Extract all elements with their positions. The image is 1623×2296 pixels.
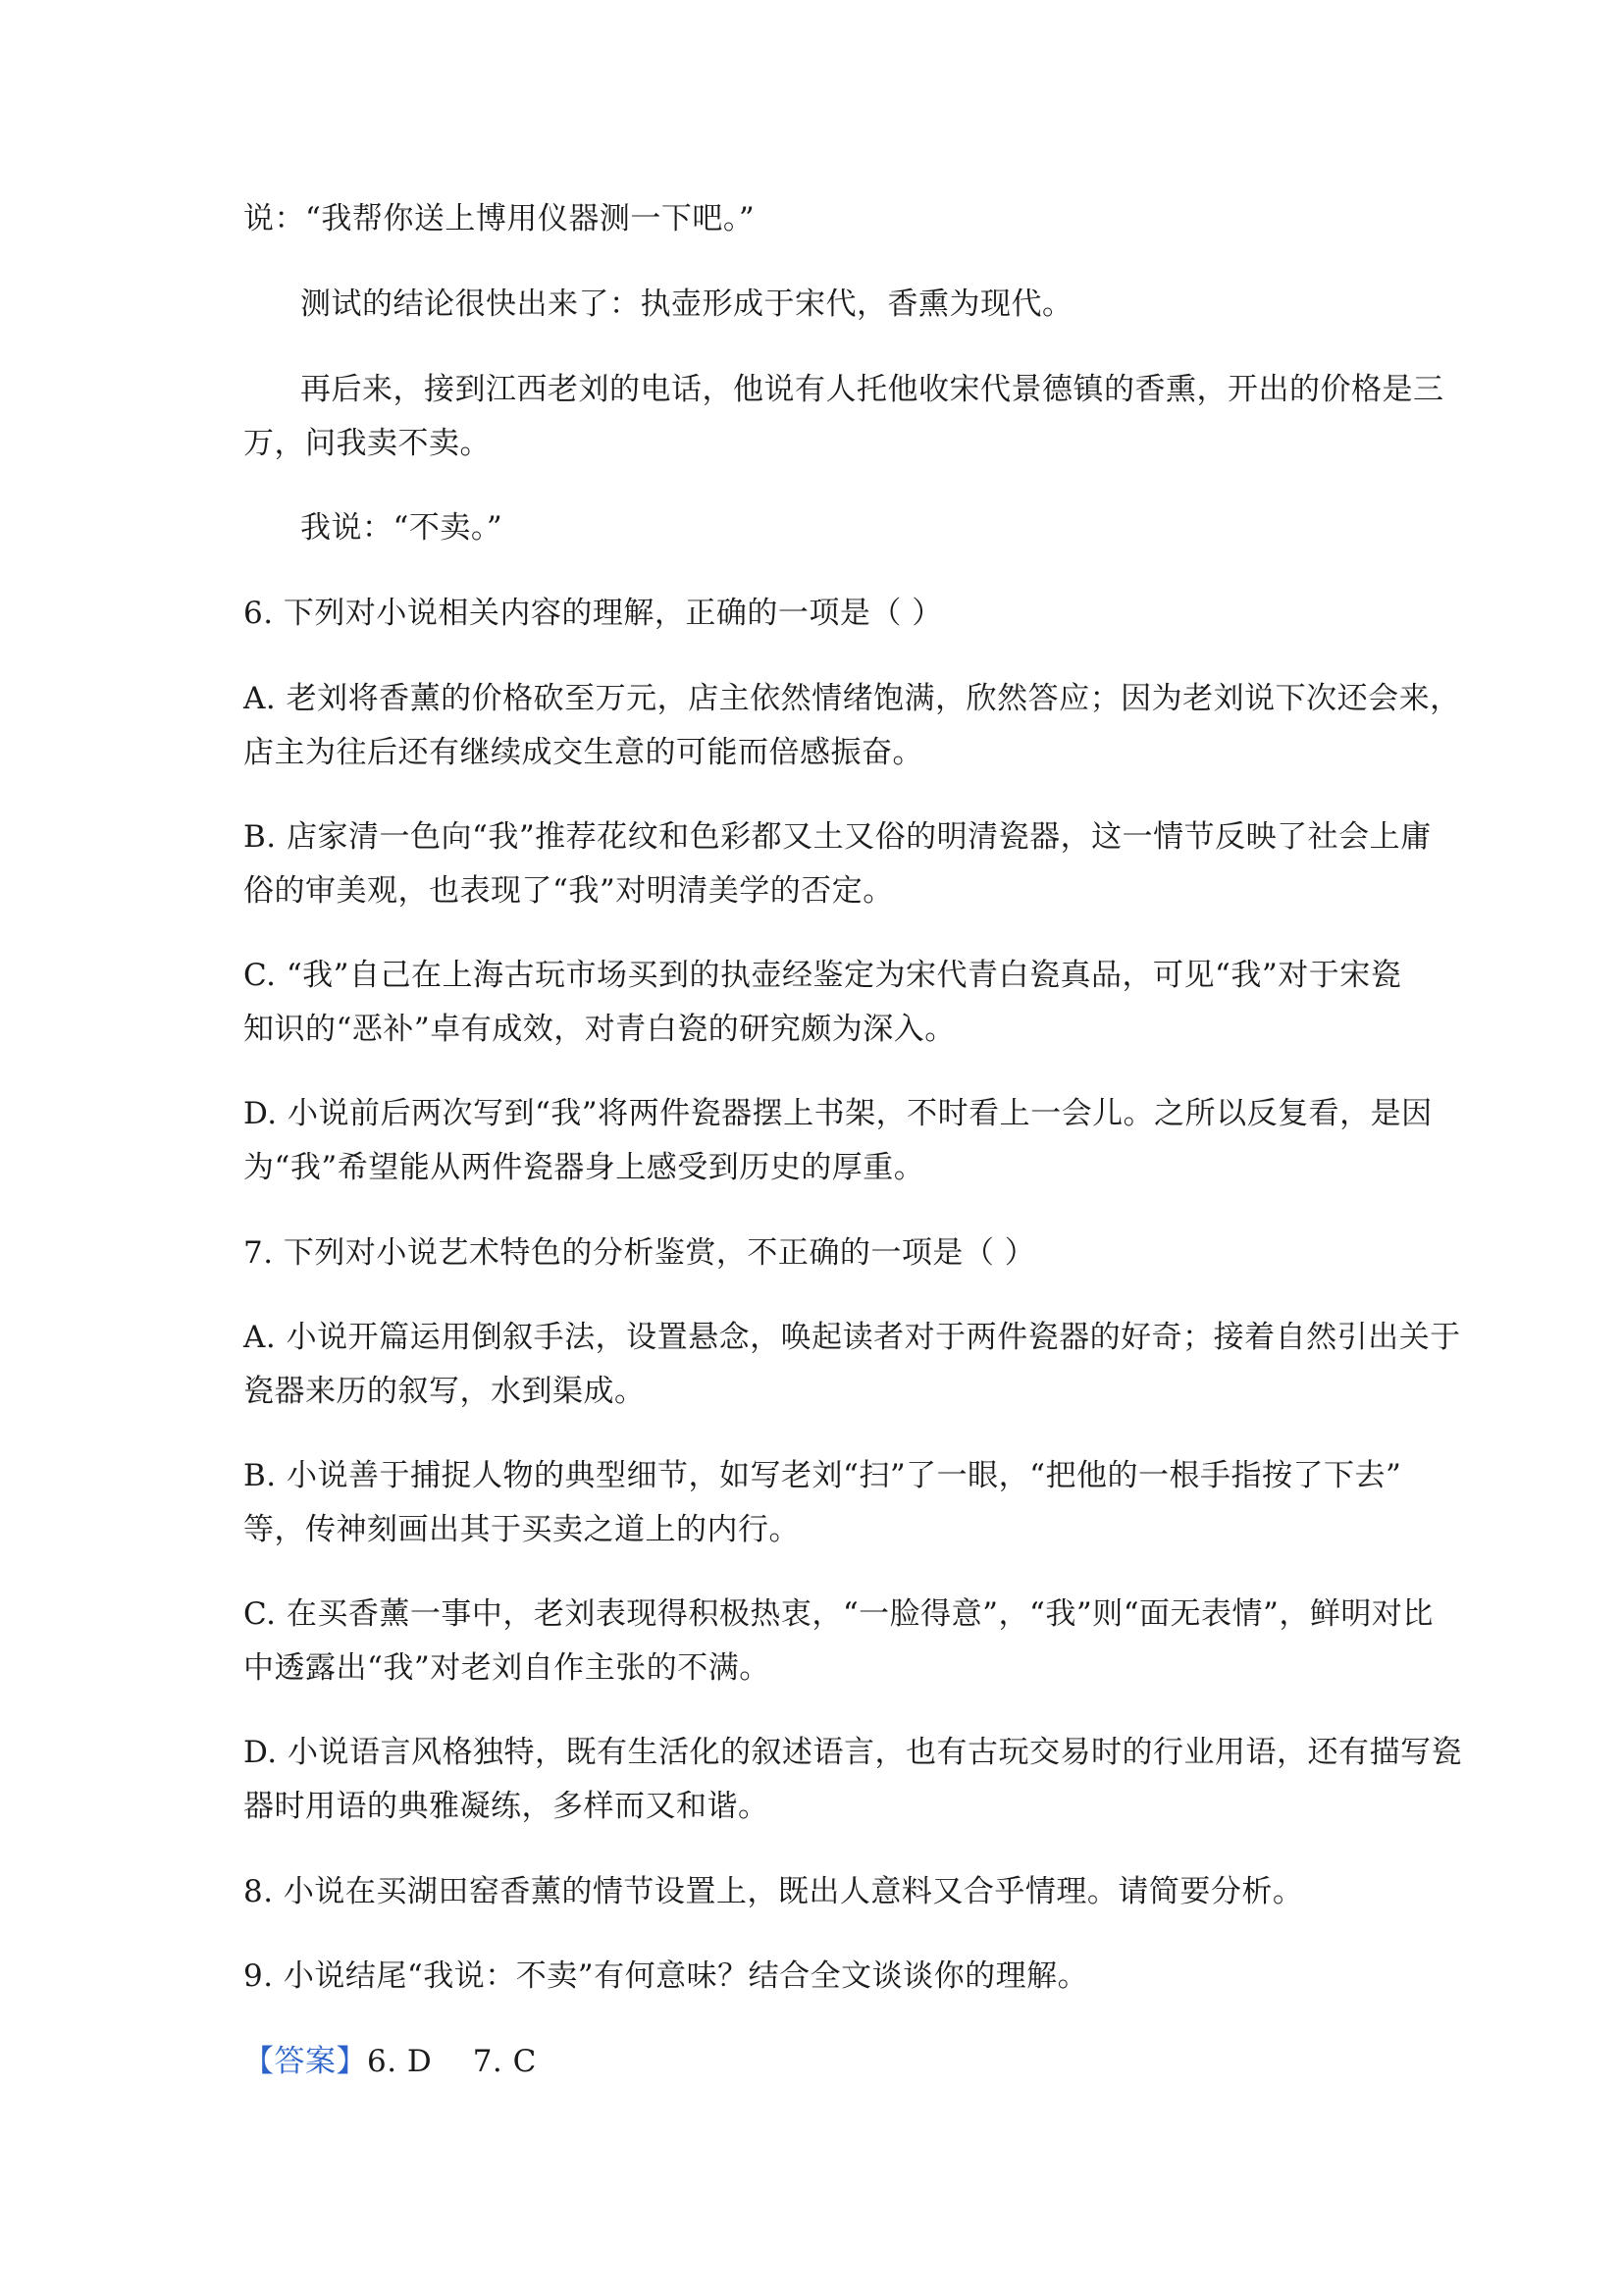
question-7-option-a-line-2: 瓷器来历的叙写，水到渠成。 [243,1374,646,1409]
question-7-option-d-line-2: 器时用语的典雅凝练，多样而又和谐。 [243,1789,769,1824]
answer-text: 6. D 7. C [367,2044,537,2079]
question-7-option-d-line-1: D. 小说语言风格独特，既有生活化的叙述语言，也有古玩交易时的行业用语，还有描写瓷 [243,1735,1462,1770]
question-6-option-d-line-1: D. 小说前后两次写到“我”将两件瓷器摆上书架，不时看上一会儿。之所以反复看，是因 [243,1096,1433,1131]
question-7-option-b-line-1: B. 小说善于捕捉人物的典型细节，如写老刘“扫”了一眼，“把他的一根手指按了下去” [243,1458,1402,1493]
question-6-option-c-line-1: C. “我”自己在上海古玩市场买到的执壶经鉴定为宋代青白瓷真品，可见“我”对于宋瓷 [243,958,1402,993]
question-7-option-c-line-1: C. 在买香薰一事中，老刘表现得积极热衷，“一脸得意”，“我”则“面无表情”，鲜明对比 [243,1596,1434,1632]
question-9-stem: 9. 小说结尾“我说：不卖”有何意味？结合全文谈谈你的理解。 [243,1958,1089,1994]
question-6-option-a-line-1: A. 老刘将香薰的价格砍至万元，店主依然情绪饱满，欣然答应；因为老刘说下次还会来， [243,681,1461,716]
question-7-option-c-line-2: 中透露出“我”对老刘自作主张的不满。 [243,1650,770,1686]
question-7-option-a-line-1: A. 小说开篇运用倒叙手法，设置悬念，唤起读者对于两件瓷器的好奇；接着自然引出关于 [243,1320,1461,1355]
question-6-option-a-line-2: 店主为往后还有继续成交生意的可能而倍感振奋。 [243,735,923,770]
question-6-option-d-line-2: 为“我”希望能从两件瓷器身上感受到历史的厚重。 [243,1150,925,1185]
question-6-option-b-line-1: B. 店家清一色向“我”推荐花纹和色彩都又土又俗的明清瓷器，这一情节反映了社会上庸 [243,819,1432,855]
passage-paragraph-3-line-2: 万，问我卖不卖。 [243,426,491,461]
answer-label: 【答案】 [243,2044,367,2079]
passage-paragraph-2: 测试的结论很快出来了：执壶形成于宋代，香熏为现代。 [300,287,1073,322]
question-7-option-b-line-2: 等，传神刻画出其于买卖之道上的内行。 [243,1512,800,1547]
answer-line [243,2042,537,2081]
question-6-option-c-line-2: 知识的“恶补”卓有成效，对青白瓷的研究颇为深入。 [243,1012,956,1047]
question-6-option-b-line-2: 俗的审美观，也表现了“我”对明清美学的否定。 [243,873,894,909]
question-6-stem: 6. 下列对小说相关内容的理解，正确的一项是（ ） [243,596,943,631]
passage-paragraph-3-line-1: 再后来，接到江西老刘的电话，他说有人托他收宋代景德镇的香熏，开出的价格是三 [300,372,1444,407]
question-7-stem: 7. 下列对小说艺术特色的分析鉴赏，不正确的一项是（ ） [243,1235,1036,1271]
question-8-stem: 8. 小说在买湖田窑香薰的情节设置上，既出人意料又合乎情理。请简要分析。 [243,1874,1304,1909]
passage-paragraph-1: 说：“我帮你送上博用仪器测一下吧。” [243,201,756,236]
passage-paragraph-4: 我说：“不卖。” [300,510,503,546]
